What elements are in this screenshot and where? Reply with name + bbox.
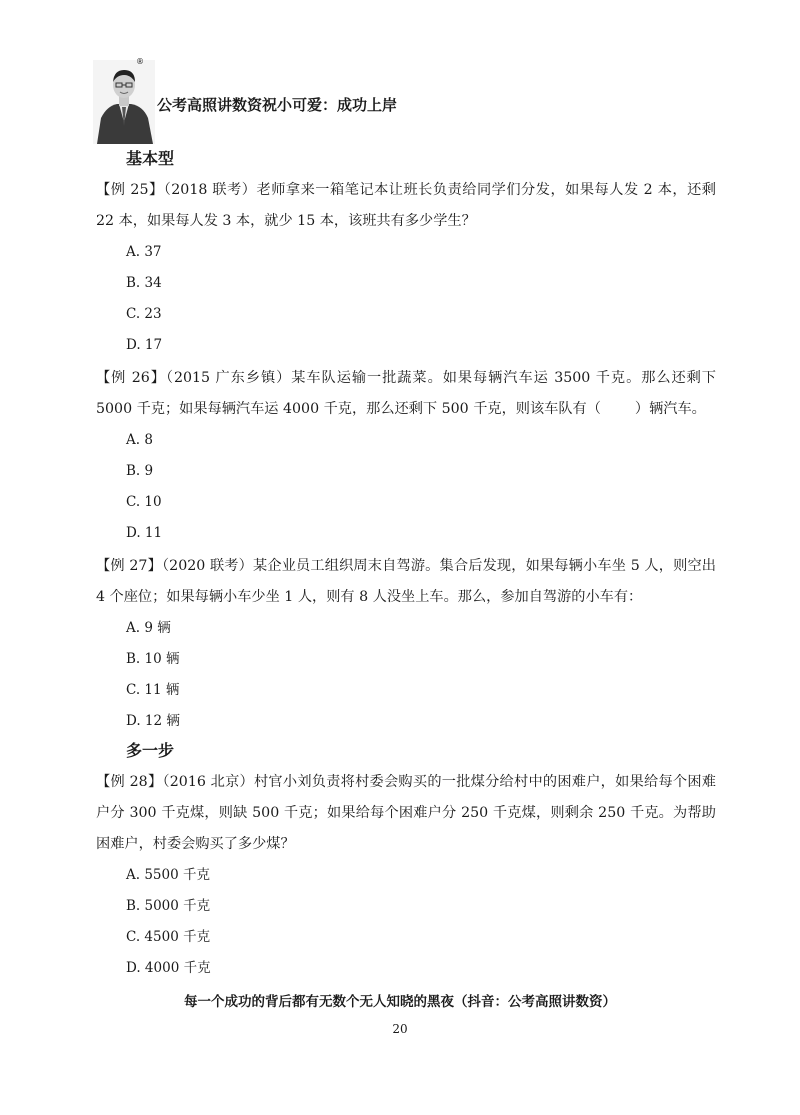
presenter-photo [93, 60, 155, 144]
question-tag: 【例 26】 [96, 370, 166, 386]
option-a: A. 8 [126, 432, 153, 448]
question-text: （2018 联考）老师拿来一箱笔记本让班长负责给同学们分发，如果每人发 2 本，还剩 22 本，如果每人发 3 本，就少 15 本，该班共有多少学生？ [96, 182, 716, 229]
question-text: （2020 联考）某企业员工组织周末自驾游。集合后发现，如果每辆小车坐 5 人，则空出 4 个座位；如果每辆小车少坐 1 人，则有 8 人没坐上车。那么，参加自驾游的小车有： [96, 558, 716, 605]
option-a: A. 9 辆 [126, 620, 171, 636]
document-body [96, 145, 716, 984]
question-tag: 【例 27】 [96, 558, 162, 574]
option-c: C. 23 [126, 306, 162, 322]
page-number: 20 [392, 1022, 408, 1036]
option-c: C. 11 辆 [126, 682, 180, 698]
header-slogan: 公考高照讲数资祝小可爱：成功上岸 [157, 96, 398, 114]
footer-motto: 每一个成功的背后都有无数个无人知晓的黑夜（抖音：公考高照讲数资） [184, 994, 616, 1010]
option-b: B. 10 辆 [126, 651, 180, 667]
question-26 [96, 363, 716, 425]
section-title-one-more-step: 多一步 [126, 741, 175, 760]
section-title-basic: 基本型 [126, 149, 175, 168]
question-text: （2016 北京）村官小刘负责将村委会购买的一批煤分给村中的困难户，如果给每个困难户分 300 千克煤，则缺 500 千克；如果给每个困难户分 250 千克煤，则剩余 250 千克。为帮助困难户，村委会购买了多少煤？ [96, 774, 716, 852]
option-d: D. 12 辆 [126, 713, 180, 729]
question-27 [96, 551, 716, 613]
question-text: （2015 广东乡镇）某车队运输一批蔬菜。如果每辆汽车运 3500 千克。那么还剩下 5000 千克；如果每辆汽车运 4000 千克，那么还剩下 500 千克，则该车队有（ [96, 370, 716, 417]
option-d: D. 17 [126, 337, 163, 353]
registered-mark: ® [136, 57, 144, 66]
question-text-end: ）辆汽车。 [634, 401, 706, 417]
question-25 [96, 175, 716, 237]
option-b: B. 9 [126, 463, 154, 479]
option-d: D. 11 [126, 525, 163, 541]
question-28 [96, 767, 716, 860]
option-c: C. 4500 千克 [126, 929, 211, 945]
question-tag: 【例 28】 [96, 774, 163, 790]
option-a: A. 37 [126, 244, 162, 260]
option-b: B. 5000 千克 [126, 898, 211, 914]
question-tag: 【例 25】 [96, 182, 164, 198]
option-b: B. 34 [126, 275, 162, 291]
option-c: C. 10 [126, 494, 162, 510]
page-header [93, 57, 453, 144]
option-a: A. 5500 千克 [126, 867, 210, 883]
option-d: D. 4000 千克 [126, 960, 211, 976]
